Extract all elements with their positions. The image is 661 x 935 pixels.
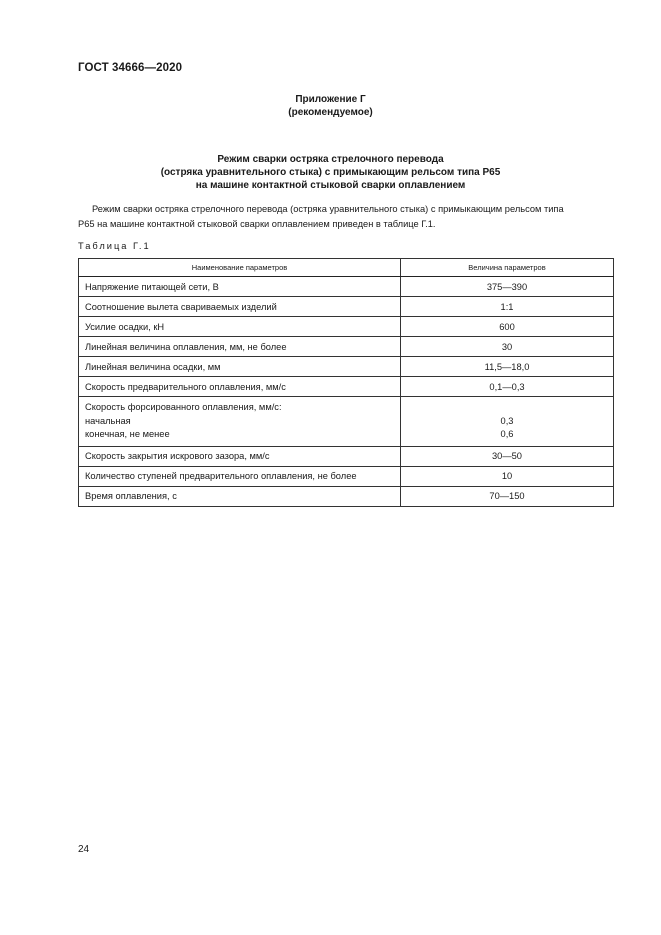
header-parameter-name: Наименование параметров [79,259,401,277]
row-name: Усилие осадки, кН [79,317,401,337]
intro-paragraph-line-1: Режим сварки остряка стрелочного перевода (остряка уравнительного стыка) с примыкающим рельсом типа [92,204,564,214]
row-value: 1:1 [401,297,614,317]
row-value: 30—50 [401,446,614,466]
table-row-forced-melting [79,397,614,447]
forced-melting-final-label: конечная, не менее [85,429,170,439]
section-heading-line-1: Режим сварки остряка стрелочного перевода [217,154,444,165]
table-row [79,466,614,486]
row-name: Скорость предварительного оплавления, мм/с [79,377,401,397]
row-name: Количество ступеней предварительного оплавления, не более [79,466,401,486]
row-name: Линейная величина оплавления, мм, не более [79,337,401,357]
section-heading-line-2: (остряка уравнительного стыка) с примыкающим рельсом типа Р65 [160,167,501,178]
forced-melting-label: Скорость форсированного оплавления, мм/с: [85,402,282,412]
row-value: 375—390 [401,277,614,297]
forced-melting-initial-label: начальная [85,415,131,426]
row-value: 70—150 [401,486,614,506]
row-value: 11,5—18,0 [401,357,614,377]
row-name: Напряжение питающей сети, В [79,277,401,297]
header-parameter-value: Величина параметров [401,259,614,277]
table-row [79,357,614,377]
row-value: 600 [401,317,614,337]
table-header-row [79,259,614,277]
forced-melting-initial-value: 0,3 [500,415,514,426]
table-row [79,377,614,397]
table-row [79,277,614,297]
table-caption: Таблица Г.1 [78,241,151,251]
parameters-table [78,258,614,507]
intro-paragraph-line-2: Р65 на машине контактной стыковой сварки оплавлением приведен в таблице Г.1. [78,219,436,229]
row-name: Скорость закрытия искрового зазора, мм/с [79,446,401,466]
page-number: 24 [78,844,90,855]
table-row [79,317,614,337]
table-row [79,297,614,317]
document-code: ГОСТ 34666—2020 [78,62,183,74]
row-value: 10 [401,466,614,486]
table-row [79,486,614,506]
row-value: 30 [401,337,614,357]
table-row [79,446,614,466]
appendix-title: Приложение Г [295,94,366,105]
table-row [79,337,614,357]
row-value: 0,1—0,3 [401,377,614,397]
row-name: Соотношение вылета свариваемых изделий [79,297,401,317]
section-heading-line-3: на машине контактной стыковой сварки оплавлением [195,180,466,191]
row-name: Время оплавления, с [79,486,401,506]
appendix-subtitle: (рекомендуемое) [288,107,373,118]
row-name-multiline [79,397,401,447]
row-name: Линейная величина осадки, мм [79,357,401,377]
row-value-multiline [401,397,614,447]
forced-melting-final-value: 0,6 [500,429,514,439]
